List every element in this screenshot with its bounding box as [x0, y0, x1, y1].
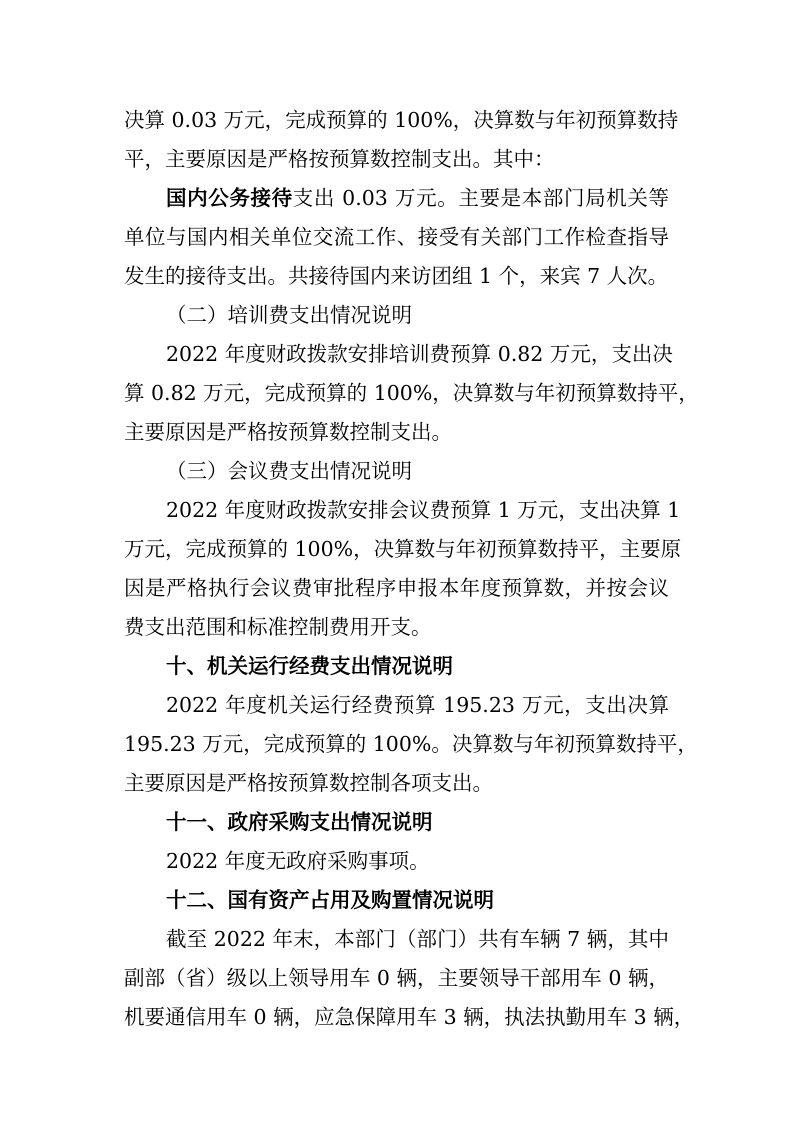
paragraph-line: 195.23 万元，完成预算的 100%。决算数与年初预算数持平， — [124, 732, 698, 756]
paragraph-line: 主要原因是严格按预算数控制支出。 — [124, 420, 452, 444]
paragraph-line: 单位与国内相关单位交流工作、接受有关部门工作检查指导 — [124, 225, 669, 249]
inline-text: 支出 0.03 万元。主要是本部门局机关等 — [292, 186, 670, 210]
paragraph-line: 机要通信用车 0 辆，应急保障用车 3 辆，执法执勤用车 3 辆， — [124, 1005, 695, 1029]
paragraph-line — [166, 184, 669, 212]
paragraph-line: 决算 0.03 万元，完成预算的 100%，决算数与年初预算数持 — [124, 108, 679, 132]
paragraph-line: 因是严格执行会议费审批程序申报本年度预算数，并按会议 — [124, 576, 669, 600]
paragraph-line: 2022 年度无政府采购事项。 — [166, 849, 430, 873]
paragraph-line: 万元，完成预算的 100%，决算数与年初预算数持平，主要原 — [124, 537, 682, 561]
subsection-heading: （三）会议费支出情况说明 — [166, 459, 412, 483]
section-heading: 十、机关运行经费支出情况说明 — [166, 654, 453, 678]
paragraph-line: 主要原因是严格按预算数控制各项支出。 — [124, 771, 493, 795]
paragraph-line: 副部（省）级以上领导用车 0 辆，主要领导干部用车 0 辆， — [124, 966, 669, 990]
paragraph-line: 费支出范围和标准控制费用开支。 — [124, 615, 432, 639]
paragraph-line: 截至 2022 年末，本部门（部门）共有车辆 7 辆，其中 — [166, 927, 669, 951]
paragraph-line: 2022 年度财政拨款安排培训费预算 0.82 万元，支出决 — [166, 342, 673, 366]
subsection-heading: （二）培训费支出情况说明 — [166, 303, 412, 327]
paragraph-line: 2022 年度机关运行经费预算 195.23 万元，支出决算 — [166, 693, 669, 717]
paragraph-line: 算 0.82 万元，完成预算的 100%，决算数与年初预算数持平， — [124, 381, 699, 405]
paragraph-line: 2022 年度财政拨款安排会议费预算 1 万元，支出决算 1 — [166, 498, 681, 522]
paragraph-line: 平，主要原因是严格按预算数控制支出。其中： — [124, 147, 555, 171]
section-heading: 十二、国有资产占用及购置情况说明 — [166, 888, 494, 912]
section-heading: 十一、政府采购支出情况说明 — [166, 810, 433, 834]
inline-bold-term: 国内公务接待 — [166, 186, 293, 210]
paragraph-line: 发生的接待支出。共接待国内来访团组 1 个，来宾 7 人次。 — [124, 264, 669, 288]
